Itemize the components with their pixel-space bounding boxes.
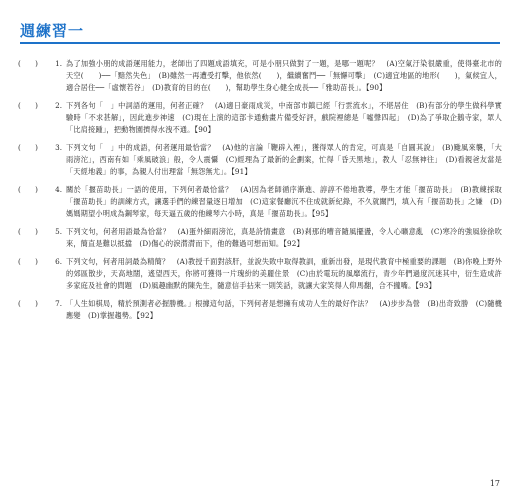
answer-blank[interactable]: ( ) xyxy=(18,227,38,236)
question-number: 7. xyxy=(55,299,62,308)
question-text: 下列文句，何者用語最為恰當？ (A)蛋外細雨滂沱，真是詩情畫意 (B)剎那的嘈音隨風擺盪，令人心曠意亂 (C)寒冷的強風徐徐吹來，簡直是難以抵擋 (D)傷心的淚潸潸而下，他的難過可想而知。【92】 xyxy=(66,227,502,248)
answer-blank[interactable]: ( ) xyxy=(18,185,38,194)
answer-blank[interactable]: ( ) xyxy=(18,299,38,308)
question-item-6 xyxy=(18,256,502,292)
question-number: 4. xyxy=(55,185,62,194)
question-item-5 xyxy=(18,226,502,250)
question-number: 6. xyxy=(55,257,62,266)
question-number: 3. xyxy=(55,143,62,152)
question-item-4 xyxy=(18,184,502,220)
page-number: 17 xyxy=(489,479,500,488)
question-text: 「人生如棋局，精於預測者必握勝機。」根據這句話，下列何者是想擁有成功人生的最好作法？ (A)步步為營 (B)出奇致勝 (C)隨機應變 (D)掌握趨勢。【92】 xyxy=(66,299,502,320)
answer-blank[interactable]: ( ) xyxy=(18,143,38,152)
question-item-3 xyxy=(18,142,502,178)
answer-blank[interactable]: ( ) xyxy=(18,59,38,68)
question-number: 5. xyxy=(55,227,62,236)
question-text: 下列各句「 」中詞語的運用，何者正確？ (A)適日豪雨成災，中南部市鎮已經「行雲流水」，不堪居住 (B)有部分的學生做科學實驗時「不求甚解」，因此進步神速 (C)現在上演的這部卡通動畫片備受好評，戲院裡總是「噓聲四起」 (D)為了爭取企鵝寺家，眾人「比肩接踵」，把動物園擠得水洩不通。【90】 xyxy=(66,101,502,134)
question-text: 下列文句「 」中的成語，何者運用最恰當？ (A)他的言論「鞭辟入裡」，獲得眾人的肯定，可真是「自圓其說」 (B)颱風來襲，「大雨滂沱」，西南有如「乘風破浪」般，令人震懾 (C)經理為了最新的企劃案，忙得「昏天黑地」，教人「忍無神往」 (D)看親爸友當是「天經地義」的事，為親人付出理當「無怨無尤」。【91】 xyxy=(66,143,502,176)
question-item-2 xyxy=(18,100,502,136)
answer-blank[interactable]: ( ) xyxy=(18,101,38,110)
question-number: 2. xyxy=(55,101,62,110)
section-title: 週練習一 xyxy=(20,22,85,40)
question-list xyxy=(18,58,502,328)
question-item-7 xyxy=(18,298,502,322)
question-text: 關於「揠苗助長」一語的使用，下列何者最恰當？ (A)因為老師循序漸進、諄諄不倦地教導，學生才能「揠苗助長」 (B)教練採取「揠苗助長」的訓練方式，讓選手們的練習量逐日增加 (C)這家餐廳沉不住成就新紀錄，不久就關門，填入有「揠苗助長」之嫌 (D)媽媽期望小明成為鋼琴家，每天逼五歲的他練琴六小時，真是「揠苗助長」。【95】 xyxy=(66,185,502,218)
question-text: 為了加強小朋的成語運用能力，老師出了四題成語填充，可是小朋只做對了一題，是哪一題呢？ (A)空氣汙染很嚴重，使得臺北市的天空( )──「黯然失色」 (B)雖然一再遭受打擊，他依然( )，繼續奮鬥──「無懈可擊」 (C)適宜地區的地形( )，氣候宜人，適合居住──「虛懷若谷」 (D)教育的目的在( )，幫助學生身心健全成長──「雅助苗長」。【90】 xyxy=(66,59,502,92)
answer-blank[interactable]: ( ) xyxy=(18,257,38,266)
question-text: 下列文句，何者用詞最為精簡？ (A)教授千面對該肝，並說失敗中取得教訓，重新出發，是現代教育中極重要的課題 (B)你晚上野外的郊區散步，天高地闊，遙望西天，你將可獲得一片瑰紛的美麗住景 (C)由於電玩的風靡流行，青少年們過度沉迷其中，衍生造成許多家庭及社會的問題 (D)風趣幽默的陳先生，隨意信手拈來一則笑話，就讓大家笑得人仰馬翻，合不攏嘴。【93】 xyxy=(66,257,502,290)
question-number: 1. xyxy=(55,59,62,68)
question-item-1 xyxy=(18,58,502,94)
section-header xyxy=(20,24,500,44)
